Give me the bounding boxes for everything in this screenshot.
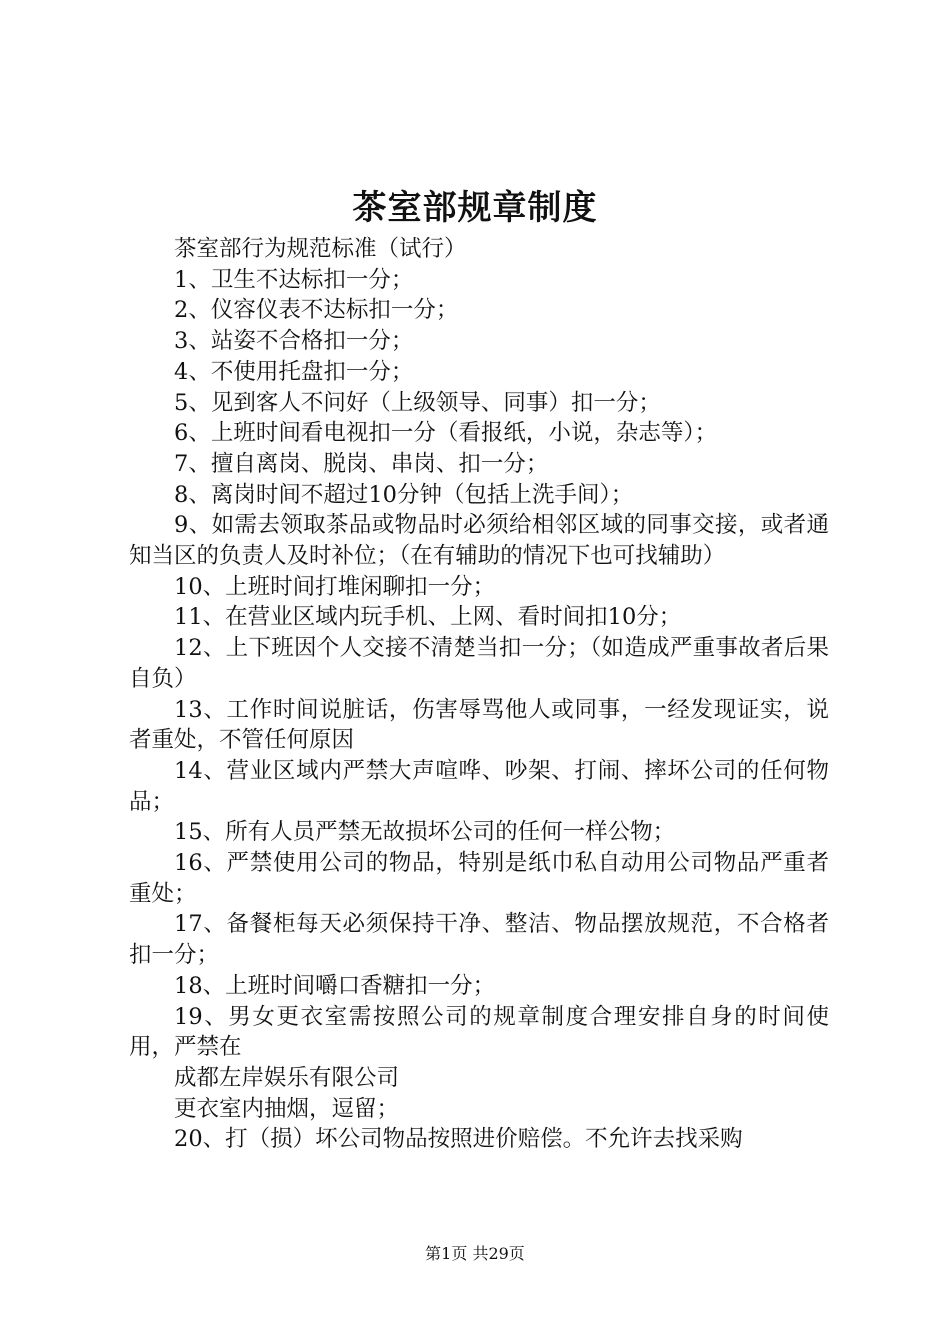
paragraph: 19、男女更衣室需按照公司的规章制度合理安排自身的时间使用，严禁在 — [129, 1003, 829, 1061]
paragraph: 9、如需去领取茶品或物品时必须给相邻区域的同事交接，或者通知当区的负责人及时补位；（在有辅助的情况下也可找辅助） — [129, 512, 829, 570]
paragraph: 11、在营业区域内玩手机、上网、看时间扣10分； — [174, 604, 682, 631]
paragraph: 12、上下班因个人交接不清楚当扣一分；（如造成严重事故者后果自负） — [129, 635, 829, 692]
paragraph: 15、所有人员严禁无故损坏公司的任何一样公物； — [174, 819, 676, 846]
paragraph: 成都左岸娱乐有限公司 — [174, 1064, 400, 1091]
paragraph: 茶室部行为规范标准（试行） — [174, 236, 467, 262]
paragraph: 20、打（损）坏公司物品按照进价赔偿。不允许去找采购 — [174, 1126, 743, 1153]
paragraph: 3、站姿不合格扣一分； — [174, 328, 414, 355]
document-title: 茶室部规章制度 — [352, 188, 598, 228]
paragraph: 6、上班时间看电视扣一分（看报纸，小说，杂志等）； — [174, 420, 718, 447]
paragraph: 更衣室内抽烟，逗留； — [174, 1095, 400, 1122]
paragraph: 2、仪容仪表不达标扣一分； — [174, 297, 459, 324]
paragraph: 8、离岗时间不超过10分钟（包括上洗手间）； — [174, 481, 634, 508]
paragraph: 1、卫生不达标扣一分； — [174, 266, 414, 293]
paragraph: 5、见到客人不问好（上级领导、同事）扣一分； — [174, 389, 661, 416]
paragraph: 18、上班时间嚼口香糖扣一分； — [174, 972, 496, 999]
paragraph: 4、不使用托盘扣一分； — [174, 358, 414, 385]
paragraph: 13、工作时间说脏话，伤害辱骂他人或同事，一经发现证实，说者重处，不管任何原因 — [129, 696, 829, 754]
paragraph: 16、严禁使用公司的物品，特别是纸巾私自动用公司物品严重者重处； — [129, 850, 829, 907]
paragraph: 17、备餐柜每天必须保持干净、整洁、物品摆放规范，不合格者扣一分； — [129, 911, 829, 969]
document-body — [129, 234, 829, 1155]
paragraph: 14、营业区域内严禁大声喧哗、吵架、打闹、摔坏公司的任何物品； — [129, 757, 829, 815]
paragraph: 7、擅自离岗、脱岗、串岗、扣一分； — [174, 450, 549, 477]
paragraph: 10、上班时间打堆闲聊扣一分； — [174, 573, 496, 600]
page-number-footer: 第1页 共29页 — [425, 1244, 525, 1263]
